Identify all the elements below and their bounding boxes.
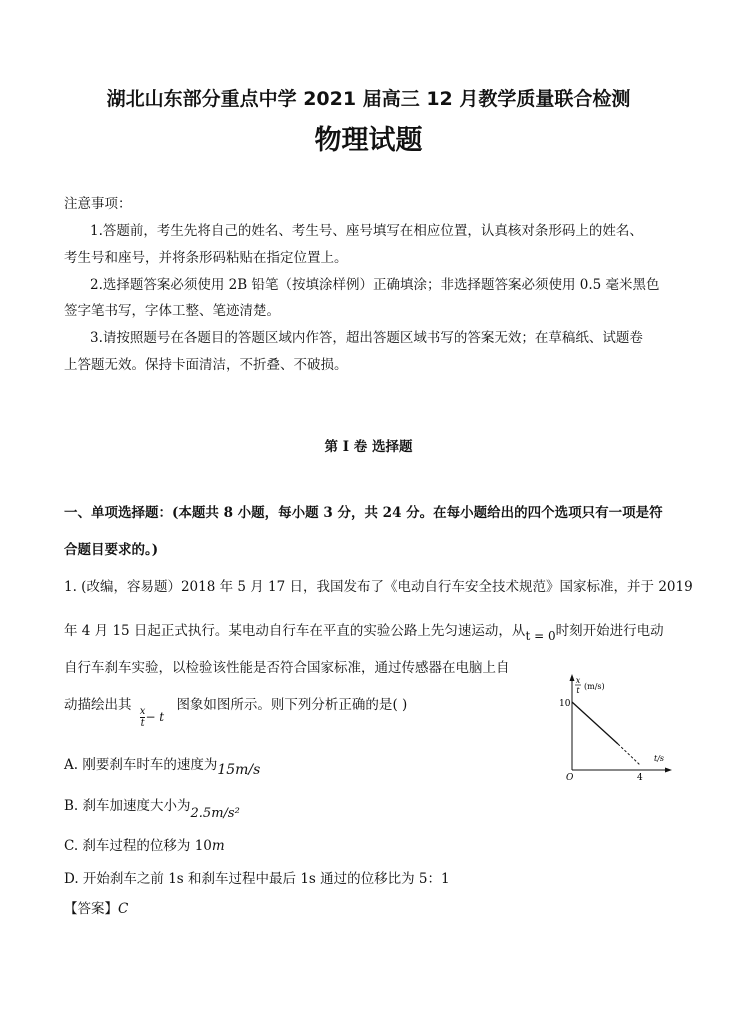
notice-item-2-line-2: 签字笔书写，字体工整、笔迹清楚。	[64, 303, 280, 319]
fraction-numerator: x	[139, 706, 146, 717]
part-heading-line-1: 一、单项选择题：(本题共 8 小题，每小题 3 分，共 24 分。在每小题给出的四个选项只有一项是符	[64, 505, 663, 521]
y-axis-arrow	[570, 674, 575, 681]
question-1-intro: 1. (改编，容易题）2018 年 5 月 17 日，我国发布了	[64, 579, 385, 595]
notice-item-3-line-1: 3.请按照题号在各题目的答题区域内作答，超出答题区域书写的答案无效；在草稿纸、试题卷	[90, 330, 643, 346]
part-heading-line-2: 合题目要求的。)	[64, 542, 159, 558]
y-tick-10: 10	[559, 699, 571, 709]
option-a	[64, 755, 261, 778]
notice-item-2-line-1: 2.选择题答案必须使用 2B 铅笔（按填涂样例）正确填涂；非选择题答案必须使用 0.5 毫米黑色	[90, 277, 660, 293]
exam-title: 湖北山东部分重点中学 2021 届高三 12 月教学质量联合检测	[106, 88, 631, 110]
option-b-text: B. 刹车加速度大小为	[64, 798, 191, 814]
y-label-denominator: t	[576, 686, 580, 695]
question-1-line-3: 自行车刹车实验，以检验该性能是否符合国家标准，通过传感器在电脑上自	[64, 660, 510, 676]
answer-line	[64, 899, 128, 919]
question-1-line-4	[64, 694, 408, 729]
graph-line-solid	[572, 702, 618, 744]
fraction-denominator: t	[140, 718, 145, 729]
section-title: 第 I 卷 选择题	[324, 439, 413, 455]
answer-bracket: ( )	[392, 697, 408, 713]
standard-name: 《电动自行车安全技术规范》	[384, 579, 560, 595]
question-1-prompt: 图象如图所示。则下列分析正确的是	[176, 697, 393, 713]
xt-t-graph	[556, 672, 676, 782]
question-1-line-1	[64, 577, 693, 597]
option-a-text: A. 刚要刹车时车的速度为	[64, 757, 218, 773]
question-1-line-4-text: 动描绘出其	[64, 697, 132, 713]
option-c-unit: m	[211, 838, 225, 854]
option-a-value: 15m/s	[217, 762, 261, 778]
minus-t-formula: − t	[145, 710, 165, 724]
option-d: D. 开始刹车之前 1s 和刹车过程中最后 1s 通过的位移比为 5：1	[64, 871, 450, 887]
exam-subject-title: 物理试题	[314, 125, 423, 156]
x-axis-arrow	[665, 768, 672, 773]
question-1-line-2	[64, 621, 664, 641]
notice-item-3-line-2: 上答题无效。保持卡面清洁，不折叠、不破损。	[64, 357, 348, 373]
option-c	[64, 836, 225, 856]
y-axis-unit: (m/s)	[584, 682, 605, 691]
notice-item-1-line-2: 考生号和座号，并将条形码粘贴在指定位置上。	[64, 250, 348, 266]
question-1-line-2-tail: 时刻开始进行电动	[555, 623, 664, 639]
answer-label: 【答案】	[64, 901, 118, 917]
y-label-numerator: x	[575, 676, 581, 685]
graph-line-dashed	[618, 744, 640, 765]
option-c-text: C. 刹车过程的位移为 10	[64, 838, 212, 854]
question-1-intro-tail: 国家标准，并于 2019	[559, 579, 693, 595]
notice-heading: 注意事项：	[64, 196, 132, 212]
t-zero-formula: t = 0	[525, 629, 556, 643]
x-axis-label: t/s	[654, 754, 665, 763]
x-tick-4: 4	[637, 773, 643, 782]
option-b-value: 2.5m/s²	[190, 806, 240, 821]
notice-item-1-line-1: 1.答题前，考生先将自己的姓名、考生号、座号填写在相应位置，认真核对条形码上的姓名、	[90, 223, 643, 239]
answer-value: C	[118, 901, 129, 917]
option-b	[64, 796, 240, 821]
origin-label: O	[566, 773, 574, 782]
question-1-line-2-text: 年 4 月 15 日起正式执行。某电动自行车在平直的实验公路上先匀速运动，从	[64, 623, 526, 639]
